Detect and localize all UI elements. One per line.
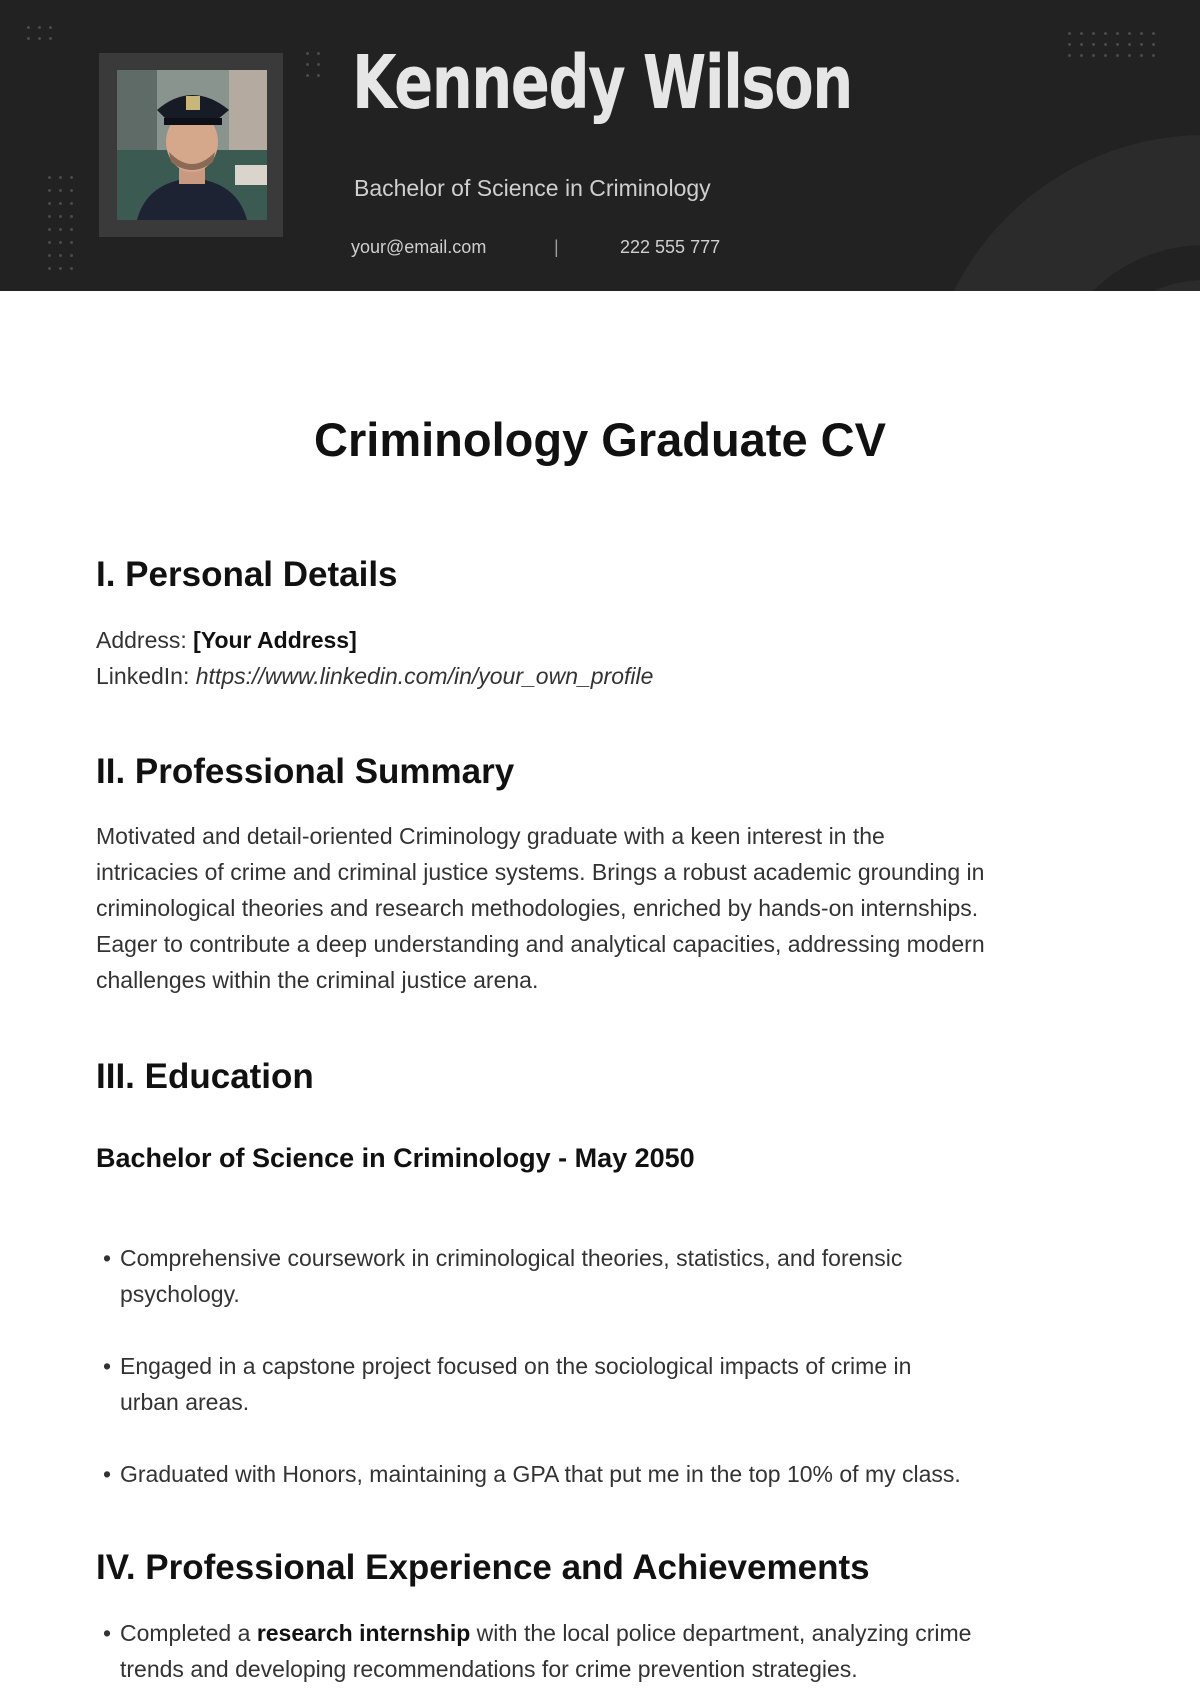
section-heading-summary: II. Professional Summary xyxy=(96,752,515,791)
bullet-text: trends and developing recommendations for crime prevention strategies. xyxy=(120,1656,858,1682)
profile-photo-frame xyxy=(99,53,283,237)
bullet-text: urban areas. xyxy=(120,1389,250,1415)
decorative-dots xyxy=(48,176,73,270)
contact-separator: | xyxy=(554,237,559,257)
person-portrait-icon xyxy=(117,70,267,220)
document-title: Criminology Graduate CV xyxy=(314,413,886,466)
address-label: Address: xyxy=(96,627,187,653)
bullet-icon: • xyxy=(103,1245,112,1271)
education-degree-line: Bachelor of Science in Criminology - May 2050 xyxy=(96,1143,695,1173)
address-line xyxy=(96,622,357,658)
section-heading-education: III. Education xyxy=(96,1057,314,1096)
bullet-text: Completed a xyxy=(120,1620,251,1646)
linkedin-line xyxy=(96,658,653,694)
bullet-icon: • xyxy=(103,1353,112,1379)
bullet-text: psychology. xyxy=(120,1281,240,1307)
contact-phone[interactable]: 222 555 777 xyxy=(620,237,721,257)
bullet-bold-text: research internship xyxy=(256,1620,471,1646)
cv-header xyxy=(0,0,1200,291)
decorative-dots xyxy=(27,26,52,40)
summary-line: Eager to contribute a deep understanding and analytical capacities, addressing modern xyxy=(96,931,985,957)
summary-line: challenges within the criminal justice arena. xyxy=(96,967,539,993)
bullet-text: Engaged in a capstone project focused on the sociological impacts of crime in xyxy=(120,1353,912,1379)
education-bullet xyxy=(103,1240,1100,1312)
summary-line: criminological theories and research methodologies, enriched by hands-on internships. xyxy=(96,895,979,921)
decorative-dots xyxy=(306,52,320,77)
bullet-icon: • xyxy=(103,1620,112,1646)
education-bullet xyxy=(103,1456,1100,1492)
bullet-text: Graduated with Honors, maintaining a GPA that put me in the top 10% of my class. xyxy=(120,1461,961,1487)
linkedin-link[interactable]: https://www.linkedin.com/in/your_own_profile xyxy=(195,663,654,689)
bullet-text: Comprehensive coursework in criminological theories, statistics, and forensic xyxy=(120,1245,903,1271)
bullet-text: with the local police department, analyzing crime xyxy=(476,1620,972,1646)
linkedin-label: LinkedIn: xyxy=(96,663,190,689)
education-bullet xyxy=(103,1348,1100,1420)
summary-line: intricacies of crime and criminal justice systems. Brings a robust academic grounding in xyxy=(96,859,985,885)
decorative-dots xyxy=(1068,32,1155,57)
address-value: [Your Address] xyxy=(193,627,357,653)
bullet-icon: • xyxy=(103,1461,112,1487)
section-heading-personal-details: I. Personal Details xyxy=(96,555,398,594)
summary-line: Motivated and detail-oriented Criminology graduate with a keen interest in the xyxy=(96,823,885,849)
experience-bullet xyxy=(103,1615,1100,1687)
contact-email[interactable]: your@email.com xyxy=(351,237,487,257)
candidate-degree: Bachelor of Science in Criminology xyxy=(354,175,711,201)
section-heading-experience: IV. Professional Experience and Achievements xyxy=(96,1548,870,1587)
candidate-name: Kennedy Wilson xyxy=(352,40,852,126)
